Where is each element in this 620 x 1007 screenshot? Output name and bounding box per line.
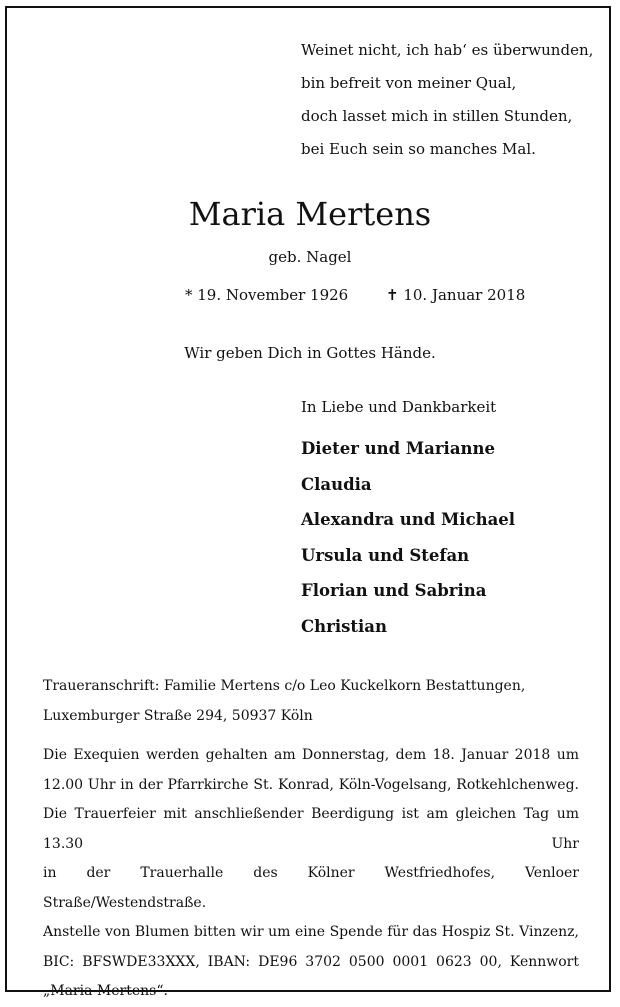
family-member: Christian	[301, 616, 387, 636]
family-member: Ursula und Stefan	[301, 545, 470, 565]
poem-line: doch lasset mich in stillen Stunden,	[301, 107, 573, 125]
service-line: in der Trauerhalle des Kölner Westfriedhofes, Venloer Straße/Westendstraße.	[43, 865, 579, 911]
deceased-name: Maria Mertens	[188, 195, 432, 233]
poem-line: bin befreit von meiner Qual,	[301, 74, 517, 92]
family-member: Dieter und Marianne	[301, 439, 496, 458]
service-line: Die Exequien werden gehalten am Donnerstag, dem 18. Januar 2018 um	[43, 747, 579, 763]
family-member: Claudia	[301, 474, 372, 494]
poem-line: Weinet nicht, ich hab‘ es überwunden,	[301, 41, 594, 59]
death-date: ✝ 10. Januar 2018	[386, 286, 526, 304]
service-line: BIC: BFSWDE33XXX, IBAN: DE96 3702 0500 0001 0623 00, Kennwort	[43, 953, 579, 970]
address-line: Luxemburger Straße 294, 50937 Köln	[43, 707, 313, 724]
service-line: Anstelle von Blumen bitten wir um eine Spende für das Hospiz St. Vinzenz,	[43, 924, 579, 940]
family-member: Florian und Sabrina	[301, 581, 487, 600]
address-line: Traueranschrift: Familie Mertens c/o Leo Kuckelkorn Bestattungen,	[43, 678, 526, 694]
closing-text: In Liebe und Dankbarkeit	[301, 398, 497, 416]
memorial-poem	[301, 34, 594, 166]
service-line: 12.00 Uhr in der Pfarrkirche St. Konrad, Köln-Vogelsang, Rotkehlchenweg.	[43, 776, 579, 793]
service-line: „Maria Mertens“.	[43, 983, 168, 999]
service-line: Die Trauerfeier mit anschließender Beerdigung ist am gleichen Tag um 13.30 Uhr	[43, 806, 579, 852]
family-members	[301, 431, 515, 644]
birth-date: * 19. November 1926	[185, 286, 349, 304]
blessing-text: Wir geben Dich in Gottes Hände.	[184, 344, 436, 362]
family-member: Alexandra und Michael	[301, 510, 516, 529]
poem-line: bei Euch sein so manches Mal.	[301, 140, 536, 158]
maiden-name: geb. Nagel	[268, 248, 352, 266]
funeral-details	[43, 672, 579, 1007]
